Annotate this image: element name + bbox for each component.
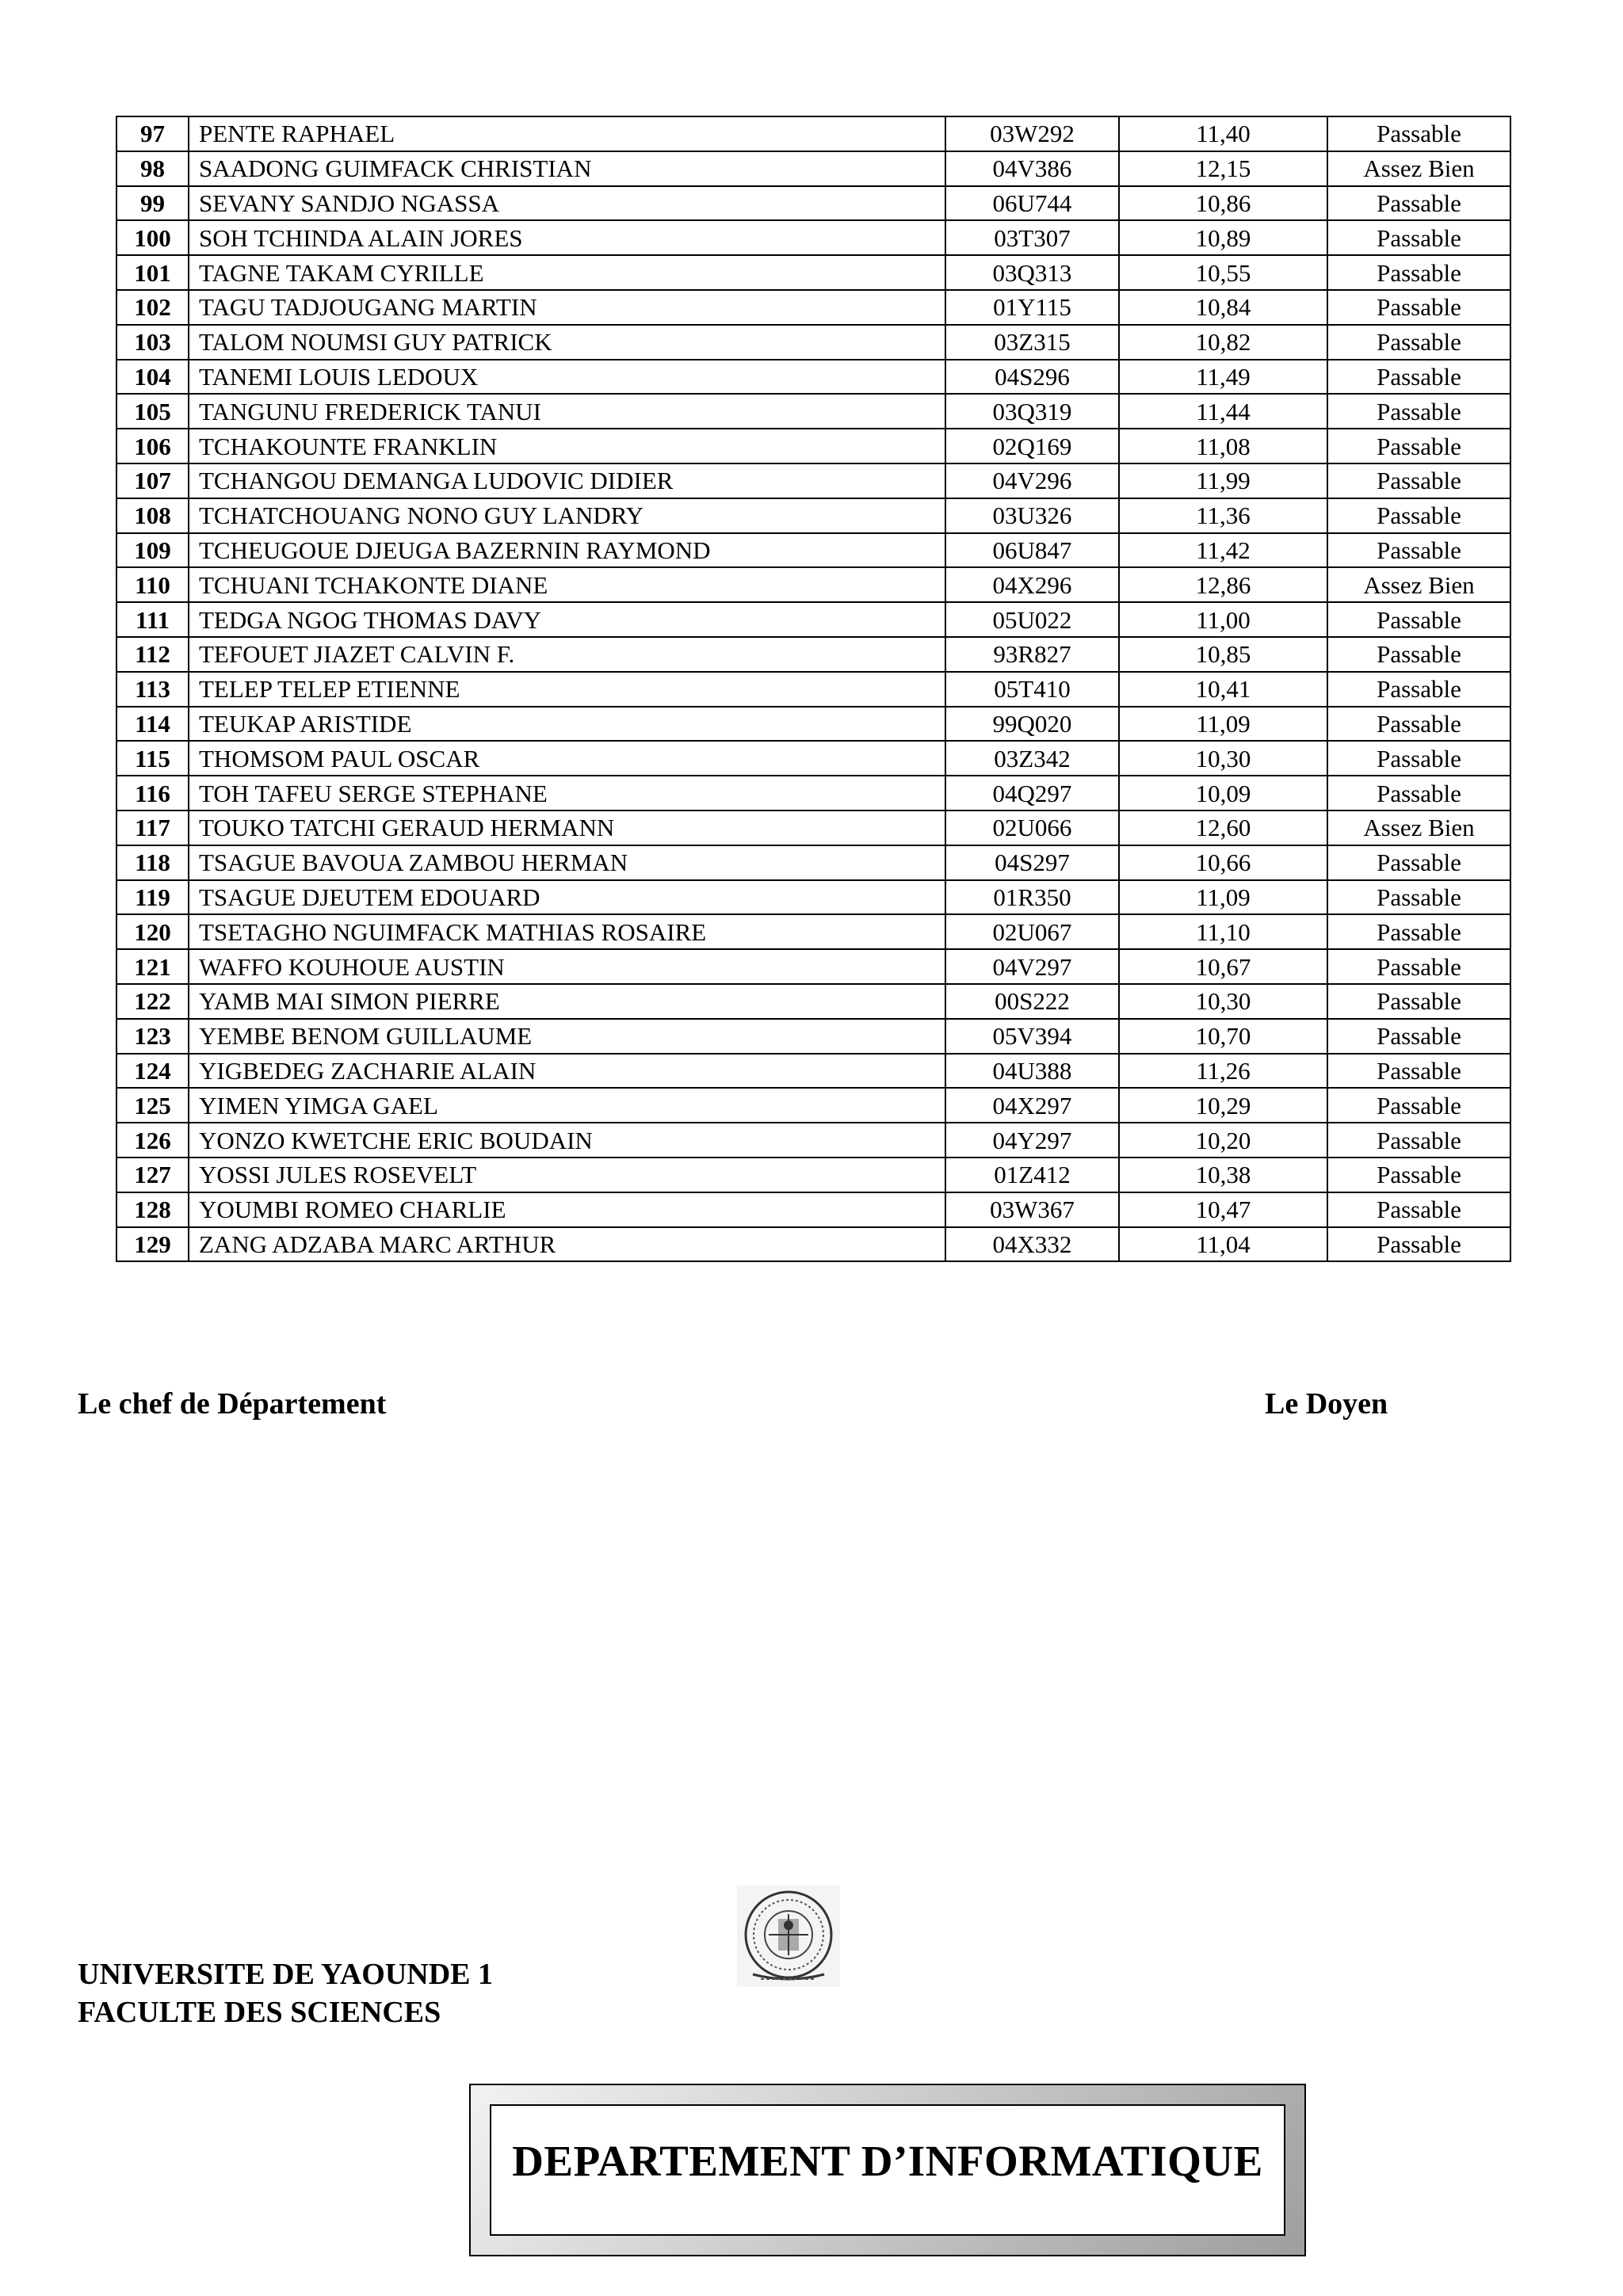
average-cell: 10,85 (1119, 637, 1327, 672)
mention-cell: Passable (1327, 672, 1510, 707)
mention-cell: Passable (1327, 1227, 1510, 1262)
matricule-cell: 03Q313 (945, 255, 1119, 290)
mention-cell: Passable (1327, 290, 1510, 325)
average-cell: 11,40 (1119, 116, 1327, 151)
mention-cell: Passable (1327, 533, 1510, 568)
rank-cell: 106 (116, 429, 189, 463)
student-name-cell: PENTE RAPHAEL (189, 116, 945, 151)
matricule-cell: 04Q297 (945, 776, 1119, 810)
mention-cell: Passable (1327, 116, 1510, 151)
table-row (116, 637, 1510, 672)
mention-cell: Passable (1327, 984, 1510, 1019)
table-row (116, 914, 1510, 949)
student-name-cell: SAADONG GUIMFACK CHRISTIAN (189, 151, 945, 186)
average-cell: 11,99 (1119, 463, 1327, 498)
rank-cell: 103 (116, 325, 189, 360)
rank-cell: 101 (116, 255, 189, 290)
matricule-cell: 93R827 (945, 637, 1119, 672)
rank-cell: 113 (116, 672, 189, 707)
department-banner-inner (490, 2104, 1285, 2236)
matricule-cell: 01R350 (945, 880, 1119, 915)
average-cell: 11,04 (1119, 1227, 1327, 1262)
average-cell: 10,70 (1119, 1019, 1327, 1054)
matricule-cell: 06U744 (945, 186, 1119, 221)
rank-cell: 129 (116, 1227, 189, 1262)
average-cell: 11,36 (1119, 498, 1327, 533)
mention-cell: Passable (1327, 186, 1510, 221)
rank-cell: 110 (116, 567, 189, 602)
rank-cell: 128 (116, 1192, 189, 1227)
average-cell: 12,15 (1119, 151, 1327, 186)
matricule-cell: 04V296 (945, 463, 1119, 498)
mention-cell: Passable (1327, 741, 1510, 776)
table-row (116, 186, 1510, 221)
rank-cell: 120 (116, 914, 189, 949)
student-name-cell: TCHUANI TCHAKONTE DIANE (189, 567, 945, 602)
table-row (116, 325, 1510, 360)
average-cell: 10,38 (1119, 1158, 1327, 1192)
average-cell: 10,20 (1119, 1123, 1327, 1158)
average-cell: 10,09 (1119, 776, 1327, 810)
rank-cell: 102 (116, 290, 189, 325)
results-table (116, 116, 1511, 1262)
table-row (116, 845, 1510, 880)
matricule-cell: 04S296 (945, 360, 1119, 395)
mention-cell: Passable (1327, 949, 1510, 984)
average-cell: 11,26 (1119, 1054, 1327, 1089)
mention-cell: Passable (1327, 255, 1510, 290)
student-name-cell: TANGUNU FREDERICK TANUI (189, 394, 945, 429)
table-row (116, 463, 1510, 498)
rank-cell: 104 (116, 360, 189, 395)
rank-cell: 125 (116, 1088, 189, 1123)
rank-cell: 112 (116, 637, 189, 672)
matricule-cell: 03Q319 (945, 394, 1119, 429)
matricule-cell: 00S222 (945, 984, 1119, 1019)
matricule-cell: 03Z342 (945, 741, 1119, 776)
rank-cell: 115 (116, 741, 189, 776)
rank-cell: 117 (116, 810, 189, 845)
table-row (116, 602, 1510, 637)
student-name-cell: TOUKO TATCHI GERAUD HERMANN (189, 810, 945, 845)
matricule-cell: 02U066 (945, 810, 1119, 845)
rank-cell: 118 (116, 845, 189, 880)
rank-cell: 107 (116, 463, 189, 498)
rank-cell: 98 (116, 151, 189, 186)
student-name-cell: YIGBEDEG ZACHARIE ALAIN (189, 1054, 945, 1089)
average-cell: 11,49 (1119, 360, 1327, 395)
mention-cell: Passable (1327, 845, 1510, 880)
average-cell: 11,09 (1119, 880, 1327, 915)
matricule-cell: 03W367 (945, 1192, 1119, 1227)
rank-cell: 127 (116, 1158, 189, 1192)
student-name-cell: YOUMBI ROMEO CHARLIE (189, 1192, 945, 1227)
average-cell: 10,30 (1119, 741, 1327, 776)
table-row (116, 741, 1510, 776)
mention-cell: Passable (1327, 325, 1510, 360)
student-name-cell: TEDGA NGOG THOMAS DAVY (189, 602, 945, 637)
average-cell: 12,60 (1119, 810, 1327, 845)
average-cell: 11,44 (1119, 394, 1327, 429)
student-name-cell: TCHEUGOUE DJEUGA BAZERNIN RAYMOND (189, 533, 945, 568)
average-cell: 10,47 (1119, 1192, 1327, 1227)
student-name-cell: TELEP TELEP ETIENNE (189, 672, 945, 707)
student-name-cell: SEVANY SANDJO NGASSA (189, 186, 945, 221)
department-title: DEPARTEMENT D’INFORMATIQUE (512, 2137, 1263, 2185)
mention-cell: Passable (1327, 1054, 1510, 1089)
matricule-cell: 04V386 (945, 151, 1119, 186)
rank-cell: 111 (116, 602, 189, 637)
student-name-cell: THOMSOM PAUL OSCAR (189, 741, 945, 776)
table-row (116, 1123, 1510, 1158)
table-row (116, 290, 1510, 325)
mention-cell: Passable (1327, 498, 1510, 533)
student-name-cell: TALOM NOUMSI GUY PATRICK (189, 325, 945, 360)
matricule-cell: 99Q020 (945, 707, 1119, 742)
table-row (116, 116, 1510, 151)
student-name-cell: WAFFO KOUHOUE AUSTIN (189, 949, 945, 984)
mention-cell: Passable (1327, 394, 1510, 429)
mention-cell: Passable (1327, 1123, 1510, 1158)
mention-cell: Assez Bien (1327, 151, 1510, 186)
mention-cell: Passable (1327, 880, 1510, 915)
matricule-cell: 02U067 (945, 914, 1119, 949)
mention-cell: Assez Bien (1327, 810, 1510, 845)
average-cell: 10,30 (1119, 984, 1327, 1019)
matricule-cell: 03W292 (945, 116, 1119, 151)
average-cell: 10,29 (1119, 1088, 1327, 1123)
average-cell: 12,86 (1119, 567, 1327, 602)
student-name-cell: TEFOUET JIAZET CALVIN F. (189, 637, 945, 672)
results-table-body (116, 116, 1510, 1261)
student-name-cell: YAMB MAI SIMON PIERRE (189, 984, 945, 1019)
matricule-cell: 03T307 (945, 220, 1119, 255)
faculty-name: FACULTE DES SCIENCES (78, 1996, 441, 2029)
matricule-cell: 01Z412 (945, 1158, 1119, 1192)
mention-cell: Passable (1327, 1158, 1510, 1192)
student-name-cell: YEMBE BENOM GUILLAUME (189, 1019, 945, 1054)
matricule-cell: 05T410 (945, 672, 1119, 707)
rank-cell: 126 (116, 1123, 189, 1158)
table-row (116, 498, 1510, 533)
matricule-cell: 04Y297 (945, 1123, 1119, 1158)
matricule-cell: 05U022 (945, 602, 1119, 637)
table-row (116, 533, 1510, 568)
matricule-cell: 01Y115 (945, 290, 1119, 325)
rank-cell: 119 (116, 880, 189, 915)
mention-cell: Assez Bien (1327, 567, 1510, 602)
matricule-cell: 04S297 (945, 845, 1119, 880)
table-row (116, 810, 1510, 845)
student-name-cell: TCHATCHOUANG NONO GUY LANDRY (189, 498, 945, 533)
department-banner (469, 2084, 1306, 2256)
table-row (116, 776, 1510, 810)
student-name-cell: TAGNE TAKAM CYRILLE (189, 255, 945, 290)
institution-name: UNIVERSITE DE YAOUNDE 1 (78, 1958, 494, 1991)
table-row (116, 567, 1510, 602)
matricule-cell: 04X297 (945, 1088, 1119, 1123)
matricule-cell: 03Z315 (945, 325, 1119, 360)
table-row (116, 672, 1510, 707)
student-name-cell: TSAGUE BAVOUA ZAMBOU HERMAN (189, 845, 945, 880)
matricule-cell: 06U847 (945, 533, 1119, 568)
table-row (116, 255, 1510, 290)
matricule-cell: 05V394 (945, 1019, 1119, 1054)
average-cell: 10,84 (1119, 290, 1327, 325)
matricule-cell: 03U326 (945, 498, 1119, 533)
average-cell: 10,82 (1119, 325, 1327, 360)
average-cell: 11,08 (1119, 429, 1327, 463)
student-name-cell: TSETAGHO NGUIMFACK MATHIAS ROSAIRE (189, 914, 945, 949)
student-name-cell: YIMEN YIMGA GAEL (189, 1088, 945, 1123)
rank-cell: 99 (116, 186, 189, 221)
rank-cell: 124 (116, 1054, 189, 1089)
signature-chef-departement: Le chef de Département (78, 1387, 387, 1421)
matricule-cell: 04X332 (945, 1227, 1119, 1262)
rank-cell: 121 (116, 949, 189, 984)
average-cell: 11,42 (1119, 533, 1327, 568)
rank-cell: 109 (116, 533, 189, 568)
student-name-cell: TAGU TADJOUGANG MARTIN (189, 290, 945, 325)
table-row (116, 1227, 1510, 1262)
student-name-cell: TANEMI LOUIS LEDOUX (189, 360, 945, 395)
table-row (116, 220, 1510, 255)
average-cell: 11,10 (1119, 914, 1327, 949)
student-name-cell: TCHANGOU DEMANGA LUDOVIC DIDIER (189, 463, 945, 498)
rank-cell: 105 (116, 394, 189, 429)
student-name-cell: SOH TCHINDA ALAIN JORES (189, 220, 945, 255)
mention-cell: Passable (1327, 220, 1510, 255)
rank-cell: 116 (116, 776, 189, 810)
matricule-cell: 04V297 (945, 949, 1119, 984)
rank-cell: 114 (116, 707, 189, 742)
student-name-cell: TCHAKOUNTE FRANKLIN (189, 429, 945, 463)
mention-cell: Passable (1327, 463, 1510, 498)
table-row (116, 880, 1510, 915)
rank-cell: 108 (116, 498, 189, 533)
table-row (116, 1054, 1510, 1089)
average-cell: 10,41 (1119, 672, 1327, 707)
mention-cell: Passable (1327, 707, 1510, 742)
mention-cell: Passable (1327, 360, 1510, 395)
mention-cell: Passable (1327, 602, 1510, 637)
table-row (116, 360, 1510, 395)
average-cell: 11,00 (1119, 602, 1327, 637)
mention-cell: Passable (1327, 1192, 1510, 1227)
average-cell: 10,86 (1119, 186, 1327, 221)
student-name-cell: TSAGUE DJEUTEM EDOUARD (189, 880, 945, 915)
student-name-cell: YONZO KWETCHE ERIC BOUDAIN (189, 1123, 945, 1158)
mention-cell: Passable (1327, 429, 1510, 463)
average-cell: 10,55 (1119, 255, 1327, 290)
matricule-cell: 02Q169 (945, 429, 1119, 463)
student-name-cell: TEUKAP ARISTIDE (189, 707, 945, 742)
matricule-cell: 04X296 (945, 567, 1119, 602)
table-row (116, 1088, 1510, 1123)
student-name-cell: ZANG ADZABA MARC ARTHUR (189, 1227, 945, 1262)
table-row (116, 1019, 1510, 1054)
university-seal-icon (737, 1886, 840, 1987)
rank-cell: 100 (116, 220, 189, 255)
rank-cell: 97 (116, 116, 189, 151)
table-row (116, 1158, 1510, 1192)
table-row (116, 394, 1510, 429)
table-row (116, 151, 1510, 186)
signature-doyen: Le Doyen (1265, 1387, 1388, 1421)
table-row (116, 1192, 1510, 1227)
matricule-cell: 04U388 (945, 1054, 1119, 1089)
rank-cell: 123 (116, 1019, 189, 1054)
mention-cell: Passable (1327, 1088, 1510, 1123)
student-name-cell: YOSSI JULES ROSEVELT (189, 1158, 945, 1192)
mention-cell: Passable (1327, 1019, 1510, 1054)
table-row (116, 984, 1510, 1019)
rank-cell: 122 (116, 984, 189, 1019)
table-row (116, 429, 1510, 463)
average-cell: 11,09 (1119, 707, 1327, 742)
mention-cell: Passable (1327, 914, 1510, 949)
average-cell: 10,89 (1119, 220, 1327, 255)
mention-cell: Passable (1327, 637, 1510, 672)
student-name-cell: TOH TAFEU SERGE STEPHANE (189, 776, 945, 810)
mention-cell: Passable (1327, 776, 1510, 810)
table-row (116, 949, 1510, 984)
average-cell: 10,66 (1119, 845, 1327, 880)
average-cell: 10,67 (1119, 949, 1327, 984)
table-row (116, 707, 1510, 742)
